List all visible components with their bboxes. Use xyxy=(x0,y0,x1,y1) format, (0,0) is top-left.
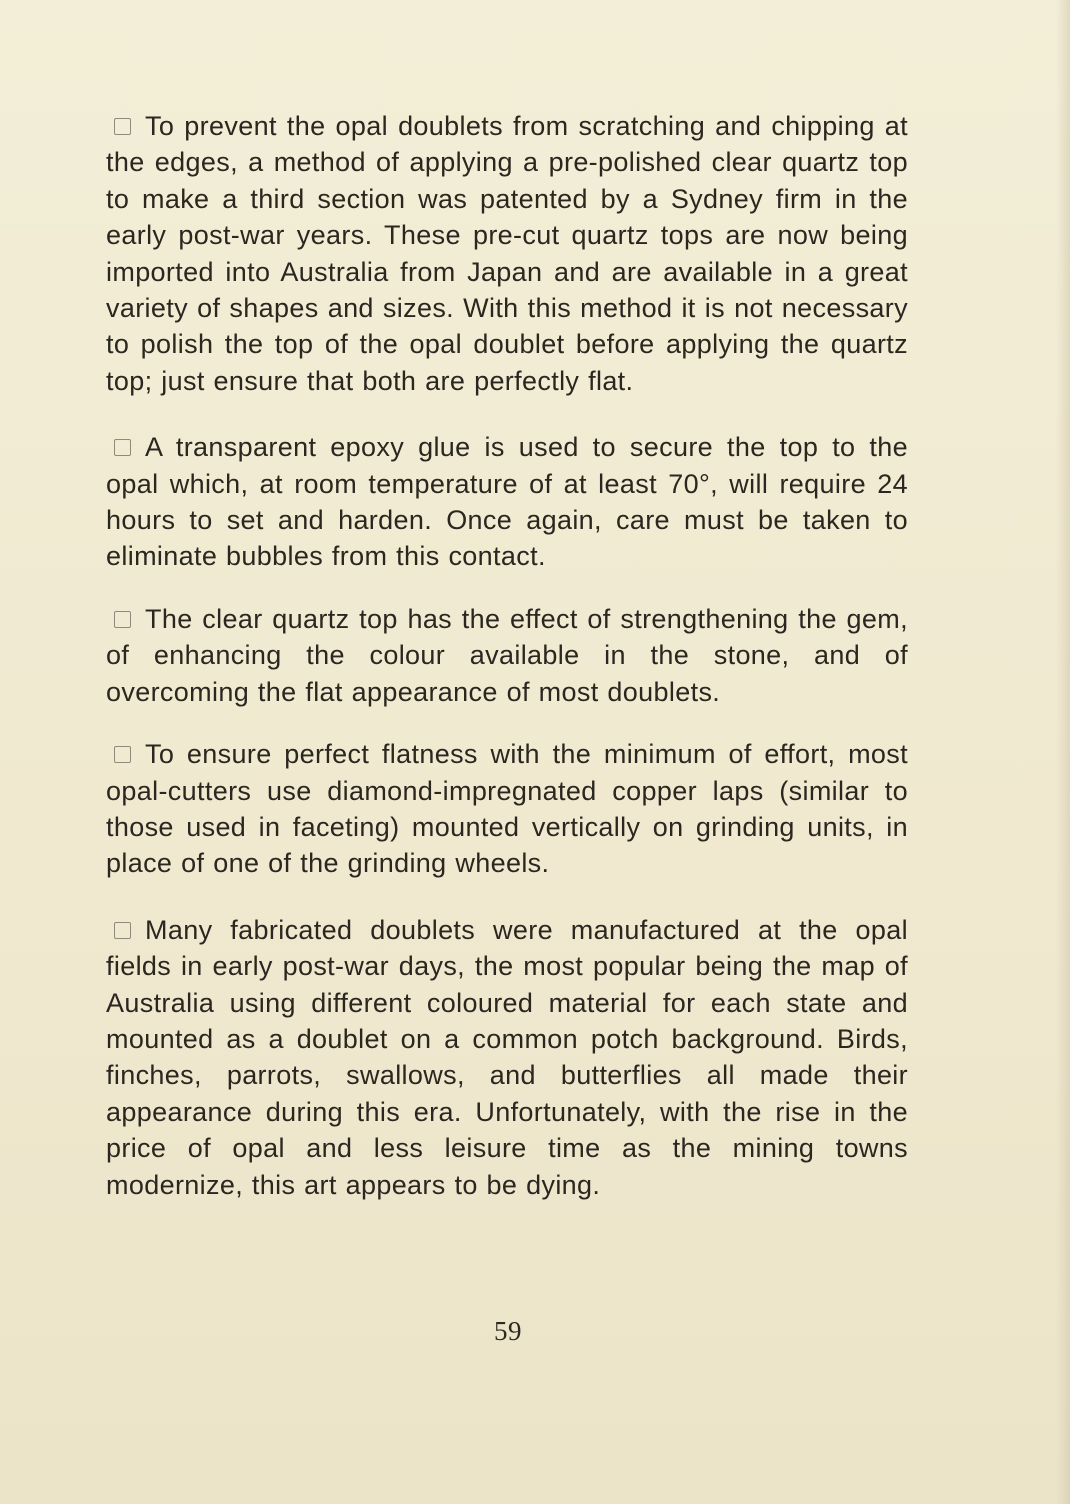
checkbox-icon xyxy=(114,118,131,135)
checkbox-icon xyxy=(114,922,131,939)
paragraph-quartz-top xyxy=(106,108,908,399)
checkbox-icon xyxy=(114,439,131,456)
checkbox-icon xyxy=(114,611,131,628)
body-text xyxy=(106,108,908,1233)
paragraph-text: The clear quartz top has the effect of strengthening the gem, of enhancing the colour available in the stone, and of overcoming the flat appearance of most doublets. xyxy=(106,603,908,707)
paragraph-epoxy-glue xyxy=(106,429,908,575)
checkbox-icon xyxy=(114,746,131,763)
page-edge-shadow xyxy=(1056,0,1070,1504)
paragraph-flatness xyxy=(106,736,908,882)
paragraph-quartz-effect xyxy=(106,601,908,710)
paragraph-text: A transparent epoxy glue is used to secure the top to the opal which, at room temperature of at least 70°, will require 24 hours to set and harden. Once again, care must be taken to eliminate bubbles from this contact. xyxy=(106,432,908,572)
paragraph-text: Many fabricated doublets were manufactured at the opal fields in early post-war days, the most popular being the map of Australia using different coloured material for each state and mounted as a doublet on a common potch background. Birds, finches, parrots, swallows, and butterflies all made their appearance during this era. Unfortunately, with the rise in the price of opal and less leisure time as the mining towns modernize, this art appears to be dying. xyxy=(106,914,908,1200)
paragraph-text: To prevent the opal doublets from scratching and chipping at the edges, a method of applying a pre-polished clear quartz top to make a third section was patented by a Sydney firm in the early post-war years. These pre-cut quartz tops are now being imported into Australia from Japan and are available in a great variety of shapes and sizes. With this method it is not necessary to polish the top of the opal doublet before applying the quartz top; just ensure that both are perfectly flat. xyxy=(106,111,908,396)
page-number: 59 xyxy=(494,1316,522,1346)
paragraph-text: To ensure perfect flatness with the minimum of effort, most opal-cutters use diamond-impregnated copper laps (similar to those used in faceting) mounted vertically on grinding units, in place of one of the grinding wheels. xyxy=(106,739,908,879)
paragraph-fabricated-doublets xyxy=(106,912,908,1203)
